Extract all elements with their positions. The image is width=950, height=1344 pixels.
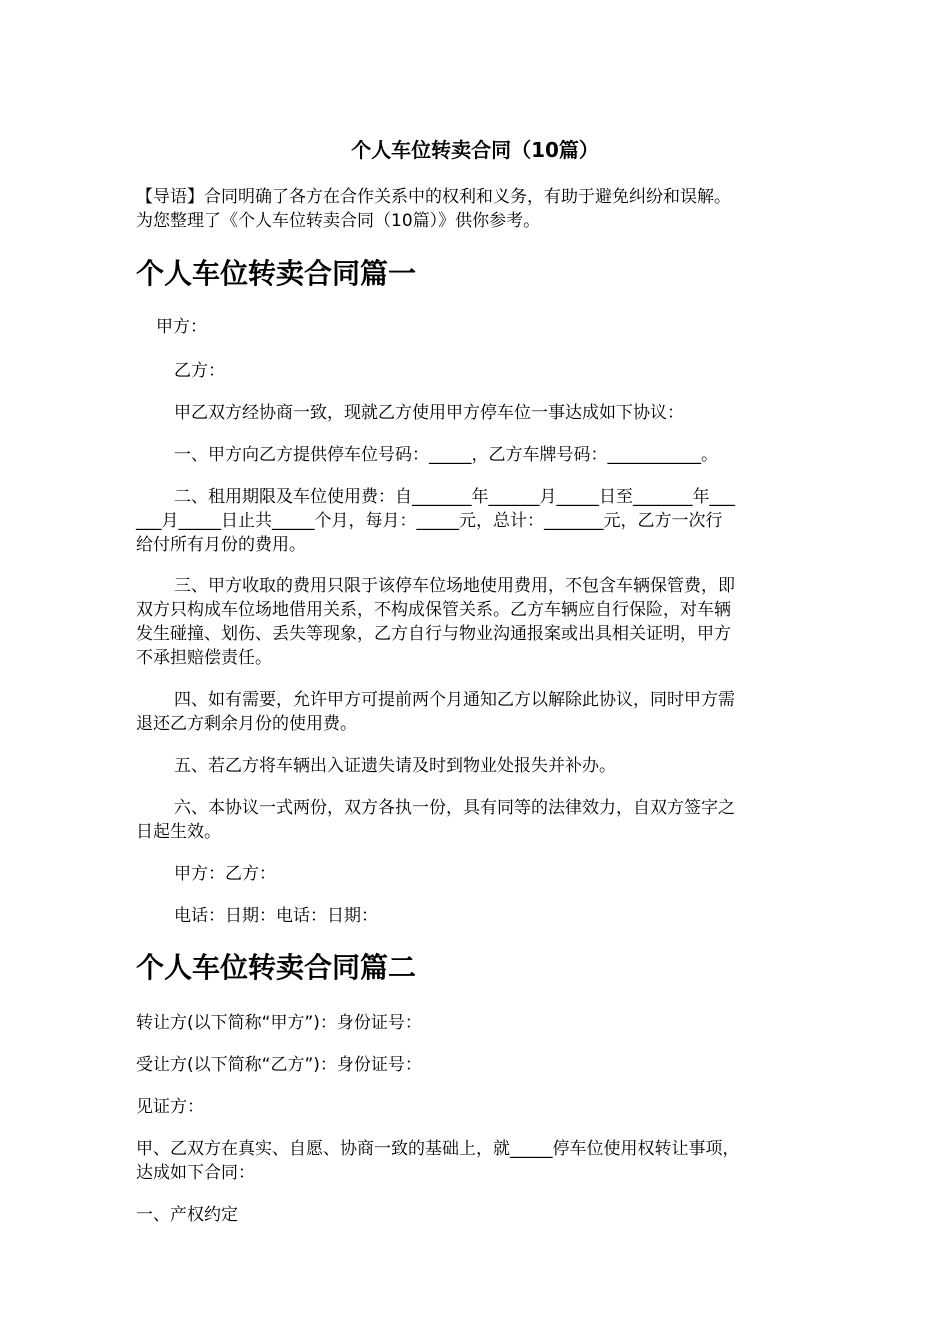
signature-line bbox=[136, 862, 846, 886]
party-b-label bbox=[136, 359, 846, 383]
contact-text: 电话：日期：电话：日期： bbox=[174, 906, 378, 926]
clause-4-paragraph bbox=[136, 688, 808, 736]
transferor-line bbox=[136, 1011, 808, 1035]
paragraph-line: 退还乙方剩余月份的使用费。 bbox=[136, 714, 357, 734]
clause-5-paragraph bbox=[136, 754, 846, 778]
clause-3-paragraph bbox=[136, 574, 808, 670]
signature-text: 甲方：乙方： bbox=[174, 864, 276, 884]
party-b-text: 乙方： bbox=[174, 361, 225, 381]
paragraph-line: 甲乙双方经协商一致，现就乙方使用甲方停车位一事达成如下协议： bbox=[174, 403, 684, 423]
paragraph-line: 甲、乙双方在真实、自愿、协商一致的基础上，就_____停车位使用权转让事项， bbox=[136, 1139, 740, 1159]
contact-line bbox=[136, 904, 846, 928]
paragraph-line: 达成如下合同： bbox=[136, 1163, 255, 1183]
paragraph-line: 三、甲方收取的费用只限于该停车位场地使用费用，不包含车辆保管费，即 bbox=[174, 576, 735, 596]
intro-paragraph bbox=[136, 185, 808, 233]
paragraph-line: 给付所有月份的费用。 bbox=[136, 535, 306, 555]
section-heading-2: 个人车位转卖合同篇二 bbox=[136, 951, 417, 984]
intro-line: 【导语】合同明确了各方在合作关系中的权利和义务，有助于避免纠纷和误解。 bbox=[136, 187, 731, 207]
party-a-text: 甲方： bbox=[156, 317, 207, 337]
paragraph-line: 一、甲方向乙方提供停车位号码：_____，乙方车牌号码：___________。 bbox=[174, 445, 718, 465]
paragraph-line: 不承担赔偿责任。 bbox=[136, 648, 272, 668]
clause-6-paragraph bbox=[136, 796, 808, 844]
paragraph-line: 双方只构成车位场地借用关系，不构成保管关系。乙方车辆应自行保险，对车辆 bbox=[136, 600, 731, 620]
paragraph-line: ___月_____日止共_____个月，每月：_____元，总计：_______元，乙方一次行 bbox=[136, 511, 723, 531]
party-a-label bbox=[136, 315, 828, 339]
transferor-text: 转让方(以下简称“甲方”)：身份证号： bbox=[136, 1013, 422, 1033]
paragraph-line: 日起生效。 bbox=[136, 822, 221, 842]
clause-heading-text: 一、产权约定 bbox=[136, 1205, 238, 1225]
paragraph-line: 五、若乙方将车辆出入证遗失请及时到物业处报失并补办。 bbox=[174, 756, 616, 776]
clause-2-paragraph bbox=[136, 485, 808, 557]
paragraph-line: 六、本协议一式两份，双方各执一份，具有同等的法律效力，自双方签字之 bbox=[174, 798, 735, 818]
clause-1-paragraph bbox=[136, 443, 846, 467]
section2-intro-paragraph bbox=[136, 1137, 808, 1185]
document-title: 个人车位转卖合同（10篇） bbox=[351, 138, 599, 162]
agreement-intro-paragraph bbox=[136, 401, 846, 425]
property-rights-heading bbox=[136, 1203, 808, 1227]
witness-line bbox=[136, 1095, 808, 1119]
transferee-text: 受让方(以下简称“乙方”)：身份证号： bbox=[136, 1055, 422, 1075]
paragraph-line: 发生碰撞、划伤、丢失等现象，乙方自行与物业沟通报案或出具相关证明，甲方 bbox=[136, 624, 731, 644]
intro-line: 为您整理了《个人车位转卖合同（10篇）》供你参考。 bbox=[136, 211, 541, 231]
paragraph-line: 四、如有需要，允许甲方可提前两个月通知乙方以解除此协议，同时甲方需 bbox=[174, 690, 735, 710]
transferee-line bbox=[136, 1053, 808, 1077]
witness-text: 见证方： bbox=[136, 1097, 204, 1117]
section-heading-1: 个人车位转卖合同篇一 bbox=[136, 257, 417, 290]
paragraph-line: 二、租用期限及车位使用费：自_______年______月_____日至_______年___ bbox=[174, 487, 735, 507]
